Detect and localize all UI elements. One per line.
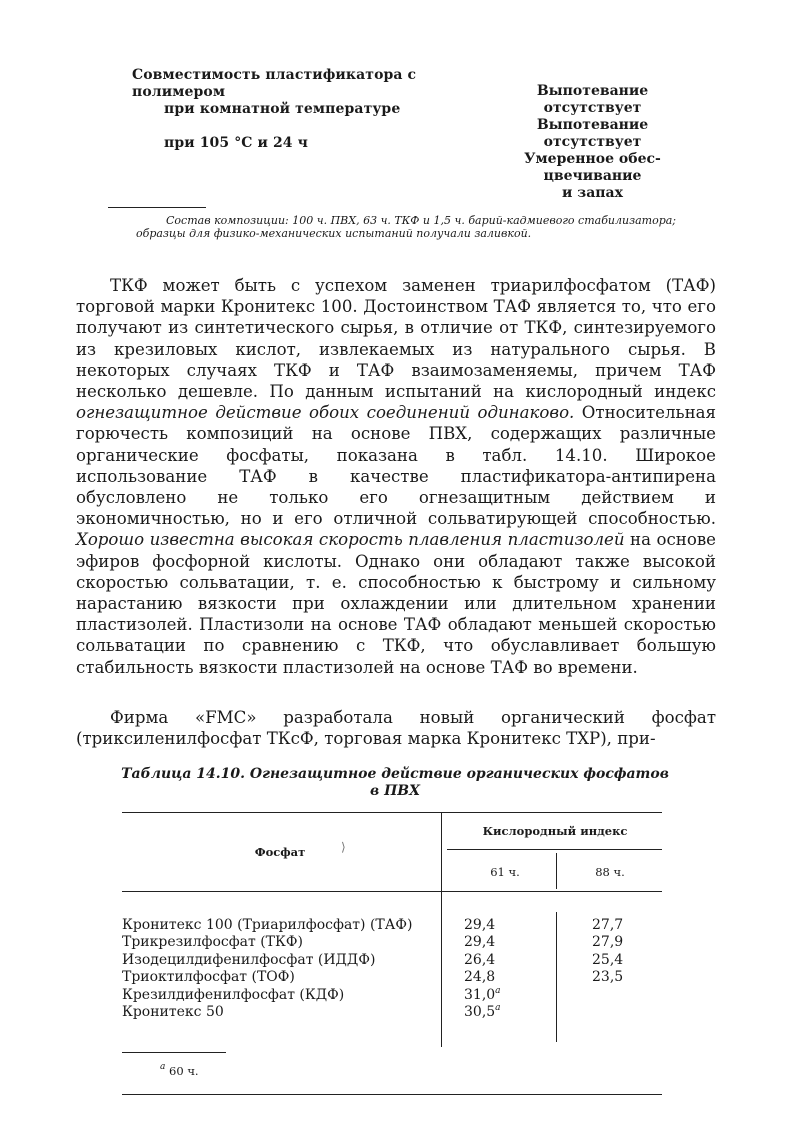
value-61: 24,8 bbox=[464, 969, 496, 986]
header-oxygen-index: Кислородный индекс bbox=[482, 824, 628, 838]
table-header-rule bbox=[122, 891, 662, 892]
table-row: Кронитекс 100 (Триарилфосфат) (ТАФ) bbox=[122, 917, 413, 933]
value-61: $31,0^а$ bbox=[464, 985, 501, 1003]
table-column-divider bbox=[441, 813, 442, 1047]
body-paragraph-1 bbox=[76, 275, 716, 678]
result-line: Умеренное обес- bbox=[524, 151, 661, 167]
footnote-text: 60 ч. bbox=[165, 1064, 199, 1078]
stray-mark: ⟩ bbox=[341, 840, 346, 854]
compatibility-line-2: при комнатной температуре bbox=[164, 101, 401, 117]
value-61: 29,4 bbox=[464, 917, 496, 933]
table-row: Крезилдифенилфосфат (КДФ) bbox=[122, 986, 345, 1003]
value-88 bbox=[592, 1004, 652, 1021]
value-61: 26,4 bbox=[464, 951, 496, 968]
header-61: 61 ч. bbox=[490, 865, 520, 879]
value-88: 25,4 bbox=[592, 951, 624, 968]
compatibility-line-1: Совместимость пластификатора с полимером bbox=[132, 67, 417, 100]
footnote-divider bbox=[108, 207, 206, 208]
paragraph-italic-text: Хорошо известна высокая скорость плавления пластизолей bbox=[76, 530, 625, 550]
value-61: $30,5^а$ bbox=[464, 1002, 501, 1020]
paragraph-text: ТКФ может быть с успехом заменен триарилфосфатом (ТАФ) торговой марки Кронитекс 100. Достоинством ТАФ является то, что его получают из синтетического сырья, в отличие от ТКФ, синтезируемого из крезиловых кислот, извлекаемых из натурального сырья. В некоторых случаях ТКФ и ТАФ взаимозаменяемы, причем ТАФ несколько дешевле. По данным испытаний на кислородный индекс bbox=[76, 276, 716, 402]
table-caption-line-1: Таблица 14.10. Огнезащитное действие органических фосфатов bbox=[121, 766, 669, 782]
value-88: 23,5 bbox=[592, 969, 624, 986]
value-88: 27,7 bbox=[592, 917, 624, 933]
table-row: Кронитекс 50 bbox=[122, 1003, 224, 1020]
table-caption-line-2: в ПВХ bbox=[370, 783, 420, 799]
table-row: Изодецилдифенилфосфат (ИДДФ) bbox=[122, 951, 376, 968]
table-bottom-rule bbox=[122, 1094, 662, 1095]
phosphate-names bbox=[122, 917, 438, 1021]
result-line: отсутствует bbox=[543, 134, 642, 150]
footnote-ref: а bbox=[495, 985, 501, 996]
footnote-mark: а bbox=[160, 1062, 166, 1072]
compatibility-results bbox=[520, 83, 665, 202]
body-paragraph-2: Фирма «FMC» разработала новый органический фосфат (триксиленилфосфат ТКсФ, торговая марка Кронитекс ТХР), при- bbox=[76, 708, 716, 749]
table-top-rule bbox=[122, 812, 662, 813]
compatibility-conditions bbox=[132, 67, 502, 152]
value-61: 29,4 bbox=[464, 934, 496, 951]
composition-footnote: Состав композиции: 100 ч. ПВХ, 63 ч. ТКФ и 1,5 ч. барий-кадмиевого стабилизатора; образцы для физико-механических испытаний получали заливкой. bbox=[136, 214, 676, 240]
compatibility-line-3: при 105 °С и 24 ч bbox=[164, 135, 308, 151]
value-88: 27,9 bbox=[592, 934, 624, 951]
header-phosphate: Фосфат bbox=[254, 845, 306, 859]
paragraph-italic-text: огнезащитное действие обоих соединений одинаково. bbox=[76, 403, 575, 423]
result-line: цвечивание bbox=[543, 168, 642, 184]
table-caption bbox=[100, 766, 690, 800]
values-61 bbox=[464, 917, 524, 1021]
table-footnote-rule bbox=[122, 1052, 226, 1053]
paragraph-text: Относительная горючесть композиций на основе ПВХ, содержащих различные органические фосфаты, показана в табл. 14.10. Широкое использование ТАФ в качестве пластификатора-антипирена обусловлено не только его огнезащитным действием и экономичностью, но и его отличной сольватирующей способностью. bbox=[76, 403, 716, 529]
result-line: Выпотевание bbox=[536, 83, 649, 99]
table-row: Трикрезилфосфат (ТКФ) bbox=[122, 934, 303, 951]
header-88: 88 ч. bbox=[595, 865, 625, 879]
paragraph-text: на основе эфиров фосфорной кислоты. Однако они обладают также высокой скоростью сольватации, т. е. способностью к быстрому и сильному нарастанию вязкости при охлаждении или длительном хранении пластизолей. Пластизоли на основе ТАФ обладают меньшей скоростью сольватации по сравнению с ТКФ, что обуславливает большую стабильность вязкости пластизолей на основе ТАФ во времени. bbox=[76, 530, 717, 677]
table-subheader-divider bbox=[556, 853, 557, 889]
table-row: Триоктилфосфат (ТОФ) bbox=[122, 969, 295, 986]
footnote-ref: а bbox=[495, 1002, 501, 1013]
table-value-divider bbox=[556, 912, 557, 1042]
result-line: и запах bbox=[562, 185, 623, 201]
table-footnote bbox=[160, 1064, 199, 1078]
value-88 bbox=[592, 987, 652, 1004]
result-line: отсутствует bbox=[543, 100, 642, 116]
table-group-rule bbox=[447, 849, 662, 850]
result-line: Выпотевание bbox=[536, 117, 649, 133]
values-88 bbox=[592, 917, 652, 1021]
